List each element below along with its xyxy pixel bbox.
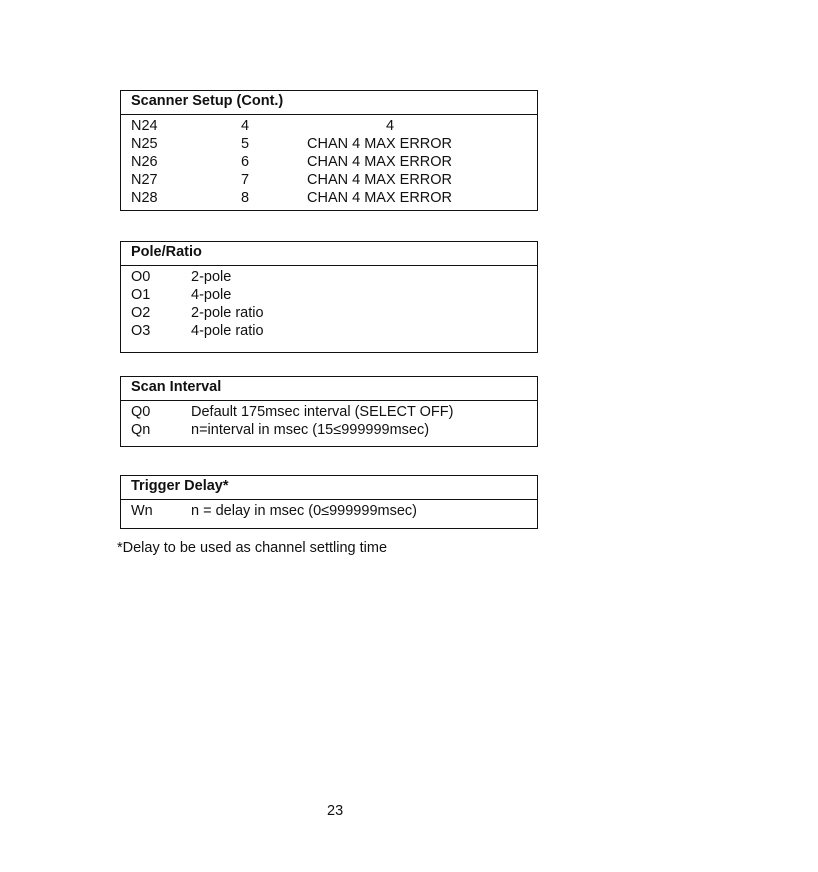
footnote: *Delay to be used as channel settling time — [117, 540, 388, 556]
command-code: O0 — [131, 269, 151, 285]
command-code: N26 — [131, 154, 158, 170]
channel-number: 7 — [241, 172, 250, 188]
trigger-delay-table — [120, 475, 538, 529]
command-description: 2-pole ratio — [191, 305, 264, 321]
table-row — [131, 421, 537, 439]
channel-number: 6 — [241, 154, 250, 170]
command-description: CHAN 4 MAX ERROR — [307, 136, 453, 152]
command-code: O3 — [131, 323, 151, 339]
pole-ratio-body — [121, 266, 537, 352]
table-row — [131, 322, 537, 340]
command-code: N24 — [131, 118, 158, 134]
channel-number: 5 — [241, 136, 250, 152]
command-code: Qn — [131, 422, 151, 438]
command-description: CHAN 4 MAX ERROR — [307, 190, 453, 206]
scanner-setup-table — [120, 90, 538, 211]
table-row — [131, 189, 537, 207]
scanner-setup-body — [121, 115, 537, 210]
command-code: N27 — [131, 172, 158, 188]
table-row — [131, 268, 537, 286]
command-description: CHAN 4 MAX ERROR — [307, 172, 453, 188]
command-description: Default 175msec interval (SELECT OFF) — [191, 404, 454, 420]
command-description: CHAN 4 MAX ERROR — [307, 154, 453, 170]
command-code: N28 — [131, 190, 158, 206]
table-row — [131, 502, 537, 520]
command-description: 4-pole — [191, 287, 232, 303]
table-row — [131, 304, 537, 322]
command-description: n=interval in msec (15≤999999msec) — [191, 422, 430, 438]
scan-interval-body — [121, 401, 537, 446]
command-code: Q0 — [131, 404, 151, 420]
command-description: 2-pole — [191, 269, 232, 285]
command-code: O1 — [131, 287, 151, 303]
command-description: 4-pole ratio — [191, 323, 264, 339]
pole-ratio-table — [120, 241, 538, 353]
trigger-delay-body — [121, 500, 537, 528]
command-code: N25 — [131, 136, 158, 152]
scan-interval-table — [120, 376, 538, 447]
scanner-setup-title: Scanner Setup (Cont.) — [121, 91, 537, 115]
command-description: n = delay in msec (0≤999999msec) — [191, 503, 417, 519]
command-code: Wn — [131, 503, 153, 519]
table-row — [131, 153, 537, 171]
page-number: 23 — [327, 803, 344, 819]
table-row — [131, 135, 537, 153]
table-row — [131, 286, 537, 304]
command-description: 4 — [386, 118, 395, 134]
table-row — [131, 171, 537, 189]
trigger-delay-title: Trigger Delay* — [121, 476, 537, 500]
pole-ratio-title: Pole/Ratio — [121, 242, 537, 266]
scan-interval-title: Scan Interval — [121, 377, 537, 401]
table-row — [131, 117, 537, 135]
channel-number: 4 — [241, 118, 250, 134]
table-row — [131, 403, 537, 421]
command-code: O2 — [131, 305, 151, 321]
channel-number: 8 — [241, 190, 250, 206]
